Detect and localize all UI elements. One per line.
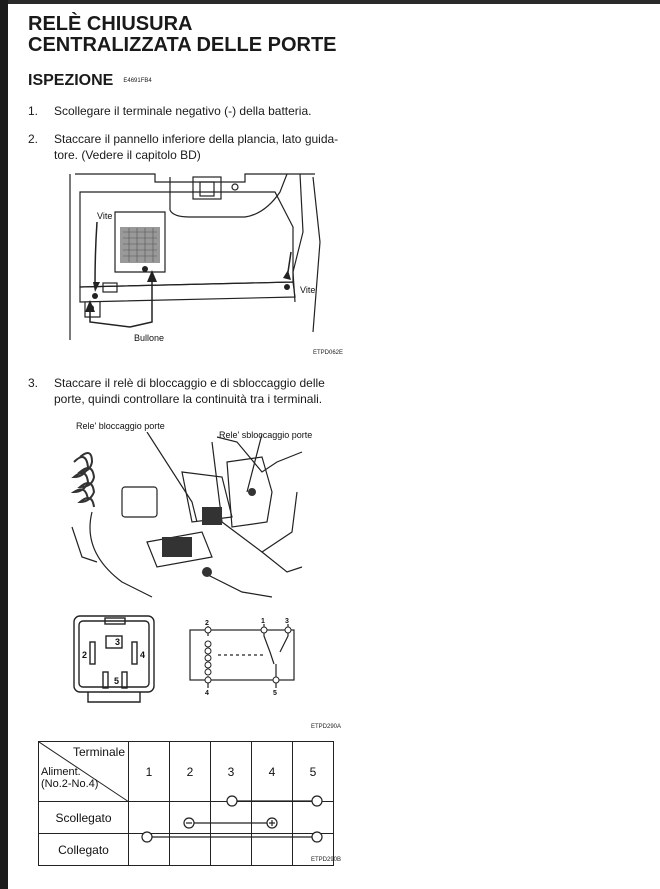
row-label: Scollegato (39, 802, 129, 834)
svg-text:3: 3 (285, 618, 289, 625)
section-code: E4691FB4 (123, 77, 152, 84)
vite-left-label: Vite (97, 211, 113, 221)
page-title: RELÈ CHIUSURA CENTRALIZZATA DELLE PORTE (28, 13, 337, 56)
unlock-relay-label: Rele' sbloccaggio porte (219, 430, 313, 440)
pin-2-label: 2 (82, 650, 88, 660)
svg-text:2: 2 (205, 620, 209, 627)
pin-4-label: 4 (140, 650, 146, 660)
svg-text:4: 4 (205, 690, 209, 696)
pin-5-label: 5 (114, 676, 120, 686)
vite-right-label: Vite (300, 285, 316, 295)
step-1: 1. Scollegare il terminale negativo (-) della batteria. (28, 104, 312, 118)
table-code: ETPD290B (311, 857, 342, 863)
pin-3-label: 3 (115, 637, 121, 647)
figure3-code: ETPD290A (311, 724, 342, 730)
column-header: 4 (252, 742, 293, 802)
column-header: 3 (211, 742, 252, 802)
svg-text:5: 5 (273, 690, 277, 696)
relay-pin-diagram (70, 612, 160, 704)
figure1-code: ETPD062E (313, 350, 344, 356)
relay-location-figure (62, 432, 312, 602)
table-corner-header: Terminale Aliment. (No.2-No.4) (39, 742, 129, 802)
column-header: 1 (129, 742, 170, 802)
row-label: Collegato (39, 834, 129, 866)
continuity-connections (128, 788, 333, 848)
top-rule (8, 0, 660, 4)
step-3: 3. Staccare il relè di bloccaggio e di sbloccaggio delle porte, quindi controllare la continuità tra i terminali. (28, 376, 325, 406)
bullone-label: Bullone (134, 333, 165, 343)
svg-text:1: 1 (261, 618, 265, 625)
column-header: 5 (293, 742, 334, 802)
column-header: 2 (170, 742, 211, 802)
dashboard-panel-figure (55, 172, 355, 347)
section-heading: ISPEZIONE E4691FB4 (28, 72, 152, 89)
lock-relay-label: Rele' bloccaggio porte (76, 421, 165, 431)
page-edge-strip (0, 0, 8, 889)
step-2: 2. Staccare il pannello inferiore della plancia, lato guida- tore. (Vedere il capitolo BD) (28, 132, 339, 162)
relay-schematic (188, 616, 303, 696)
